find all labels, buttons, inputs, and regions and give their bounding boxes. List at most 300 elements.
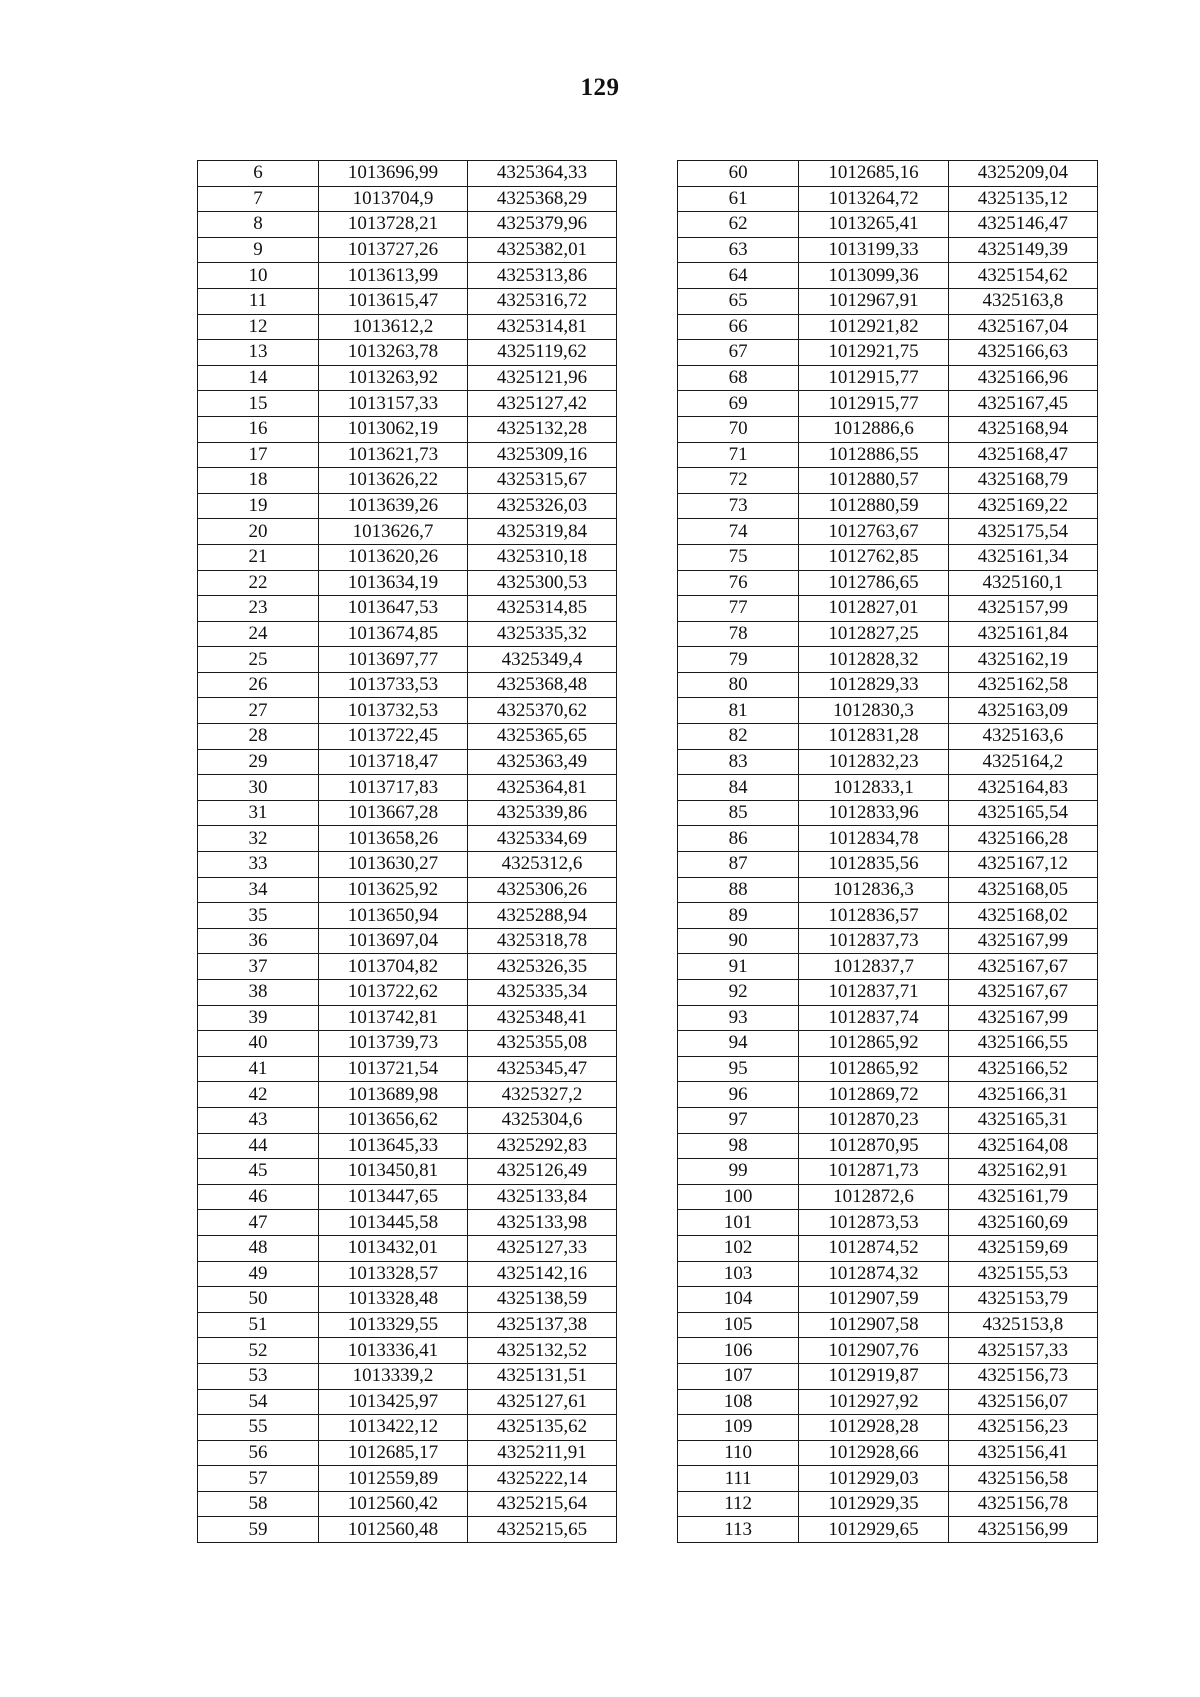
table-row bbox=[198, 1133, 617, 1159]
y-coordinate-cell: 4325156,41 bbox=[948, 1440, 1097, 1466]
x-coordinate-cell: 1012921,82 bbox=[799, 314, 948, 340]
point-number-cell: 12 bbox=[198, 314, 319, 340]
table-row bbox=[198, 954, 617, 980]
y-coordinate-cell: 4325127,61 bbox=[468, 1389, 617, 1415]
x-coordinate-cell: 1013263,92 bbox=[319, 365, 468, 391]
y-coordinate-cell: 4325222,14 bbox=[468, 1466, 617, 1492]
y-coordinate-cell: 4325300,53 bbox=[468, 570, 617, 596]
table-row bbox=[678, 1517, 1098, 1543]
table-row bbox=[198, 672, 617, 698]
table-row bbox=[678, 621, 1098, 647]
table-row bbox=[678, 800, 1098, 826]
point-number-cell: 59 bbox=[198, 1517, 319, 1543]
table-row bbox=[678, 903, 1098, 929]
table-row bbox=[678, 672, 1098, 698]
y-coordinate-cell: 4325304,6 bbox=[468, 1107, 617, 1133]
table-row bbox=[198, 1082, 617, 1108]
point-number-cell: 68 bbox=[678, 365, 799, 391]
table-row bbox=[198, 1107, 617, 1133]
y-coordinate-cell: 4325315,67 bbox=[468, 468, 617, 494]
y-coordinate-cell: 4325133,84 bbox=[468, 1184, 617, 1210]
x-coordinate-cell: 1012832,23 bbox=[799, 749, 948, 775]
x-coordinate-cell: 1013727,26 bbox=[319, 237, 468, 263]
x-coordinate-cell: 1012685,17 bbox=[319, 1440, 468, 1466]
x-coordinate-cell: 1013099,36 bbox=[799, 263, 948, 289]
table-row bbox=[678, 928, 1098, 954]
point-number-cell: 65 bbox=[678, 288, 799, 314]
y-coordinate-cell: 4325215,64 bbox=[468, 1491, 617, 1517]
point-number-cell: 66 bbox=[678, 314, 799, 340]
point-number-cell: 102 bbox=[678, 1235, 799, 1261]
table-row bbox=[678, 1184, 1098, 1210]
table-row bbox=[678, 263, 1098, 289]
point-number-cell: 30 bbox=[198, 775, 319, 801]
point-number-cell: 109 bbox=[678, 1415, 799, 1441]
point-number-cell: 17 bbox=[198, 442, 319, 468]
y-coordinate-cell: 4325379,96 bbox=[468, 212, 617, 238]
y-coordinate-cell: 4325153,79 bbox=[948, 1287, 1097, 1313]
x-coordinate-cell: 1012874,52 bbox=[799, 1235, 948, 1261]
x-coordinate-cell: 1013328,57 bbox=[319, 1261, 468, 1287]
point-number-cell: 52 bbox=[198, 1338, 319, 1364]
table-row bbox=[678, 1082, 1098, 1108]
table-row bbox=[678, 1287, 1098, 1313]
table-row bbox=[678, 340, 1098, 366]
y-coordinate-cell: 4325211,91 bbox=[468, 1440, 617, 1466]
x-coordinate-cell: 1013721,54 bbox=[319, 1056, 468, 1082]
table-row bbox=[678, 775, 1098, 801]
point-number-cell: 47 bbox=[198, 1210, 319, 1236]
table-row bbox=[198, 1056, 617, 1082]
y-coordinate-cell: 4325135,62 bbox=[468, 1415, 617, 1441]
table-row bbox=[678, 237, 1098, 263]
y-coordinate-cell: 4325135,12 bbox=[948, 186, 1097, 212]
x-coordinate-cell: 1013432,01 bbox=[319, 1235, 468, 1261]
x-coordinate-cell: 1013339,2 bbox=[319, 1363, 468, 1389]
point-number-cell: 19 bbox=[198, 493, 319, 519]
point-number-cell: 106 bbox=[678, 1338, 799, 1364]
y-coordinate-cell: 4325159,69 bbox=[948, 1235, 1097, 1261]
x-coordinate-cell: 1012886,55 bbox=[799, 442, 948, 468]
y-coordinate-cell: 4325168,94 bbox=[948, 416, 1097, 442]
point-number-cell: 32 bbox=[198, 826, 319, 852]
point-number-cell: 9 bbox=[198, 237, 319, 263]
y-coordinate-cell: 4325292,83 bbox=[468, 1133, 617, 1159]
x-coordinate-cell: 1012763,67 bbox=[799, 519, 948, 545]
point-number-cell: 21 bbox=[198, 544, 319, 570]
x-coordinate-cell: 1013422,12 bbox=[319, 1415, 468, 1441]
point-number-cell: 45 bbox=[198, 1159, 319, 1185]
point-number-cell: 91 bbox=[678, 954, 799, 980]
table-row bbox=[198, 1491, 617, 1517]
table-row bbox=[198, 1287, 617, 1313]
table-row bbox=[678, 212, 1098, 238]
y-coordinate-cell: 4325318,78 bbox=[468, 928, 617, 954]
table-row bbox=[198, 698, 617, 724]
point-number-cell: 97 bbox=[678, 1107, 799, 1133]
table-row bbox=[678, 570, 1098, 596]
y-coordinate-cell: 4325161,34 bbox=[948, 544, 1097, 570]
y-coordinate-cell: 4325327,2 bbox=[468, 1082, 617, 1108]
table-row bbox=[198, 1415, 617, 1441]
point-number-cell: 80 bbox=[678, 672, 799, 698]
x-coordinate-cell: 1012919,87 bbox=[799, 1363, 948, 1389]
y-coordinate-cell: 4325334,69 bbox=[468, 826, 617, 852]
table-row bbox=[198, 1466, 617, 1492]
y-coordinate-cell: 4325138,59 bbox=[468, 1287, 617, 1313]
x-coordinate-cell: 1012915,77 bbox=[799, 365, 948, 391]
point-number-cell: 50 bbox=[198, 1287, 319, 1313]
table-row bbox=[198, 980, 617, 1006]
point-number-cell: 13 bbox=[198, 340, 319, 366]
point-number-cell: 49 bbox=[198, 1261, 319, 1287]
point-number-cell: 46 bbox=[198, 1184, 319, 1210]
y-coordinate-cell: 4325121,96 bbox=[468, 365, 617, 391]
x-coordinate-cell: 1012907,76 bbox=[799, 1338, 948, 1364]
y-coordinate-cell: 4325131,51 bbox=[468, 1363, 617, 1389]
x-coordinate-cell: 1012560,48 bbox=[319, 1517, 468, 1543]
y-coordinate-cell: 4325162,19 bbox=[948, 647, 1097, 673]
point-number-cell: 105 bbox=[678, 1312, 799, 1338]
x-coordinate-cell: 1013733,53 bbox=[319, 672, 468, 698]
y-coordinate-cell: 4325163,8 bbox=[948, 288, 1097, 314]
y-coordinate-cell: 4325153,8 bbox=[948, 1312, 1097, 1338]
x-coordinate-cell: 1012827,25 bbox=[799, 621, 948, 647]
point-number-cell: 43 bbox=[198, 1107, 319, 1133]
x-coordinate-cell: 1013615,47 bbox=[319, 288, 468, 314]
table-row bbox=[198, 1235, 617, 1261]
table-row bbox=[678, 1005, 1098, 1031]
point-number-cell: 44 bbox=[198, 1133, 319, 1159]
point-number-cell: 28 bbox=[198, 724, 319, 750]
point-number-cell: 34 bbox=[198, 877, 319, 903]
x-coordinate-cell: 1013728,21 bbox=[319, 212, 468, 238]
x-coordinate-cell: 1013697,77 bbox=[319, 647, 468, 673]
x-coordinate-cell: 1012836,57 bbox=[799, 903, 948, 929]
table-row bbox=[198, 212, 617, 238]
point-number-cell: 63 bbox=[678, 237, 799, 263]
y-coordinate-cell: 4325146,47 bbox=[948, 212, 1097, 238]
y-coordinate-cell: 4325142,16 bbox=[468, 1261, 617, 1287]
table-row bbox=[198, 468, 617, 494]
x-coordinate-cell: 1012928,28 bbox=[799, 1415, 948, 1441]
x-coordinate-cell: 1012870,95 bbox=[799, 1133, 948, 1159]
point-number-cell: 7 bbox=[198, 186, 319, 212]
x-coordinate-cell: 1012560,42 bbox=[319, 1491, 468, 1517]
point-number-cell: 36 bbox=[198, 928, 319, 954]
x-coordinate-cell: 1013658,26 bbox=[319, 826, 468, 852]
y-coordinate-cell: 4325306,26 bbox=[468, 877, 617, 903]
point-number-cell: 40 bbox=[198, 1031, 319, 1057]
table-row bbox=[678, 416, 1098, 442]
y-coordinate-cell: 4325137,38 bbox=[468, 1312, 617, 1338]
x-coordinate-cell: 1012921,75 bbox=[799, 340, 948, 366]
y-coordinate-cell: 4325119,62 bbox=[468, 340, 617, 366]
y-coordinate-cell: 4325167,99 bbox=[948, 928, 1097, 954]
y-coordinate-cell: 4325163,6 bbox=[948, 724, 1097, 750]
table-row bbox=[198, 1261, 617, 1287]
y-coordinate-cell: 4325165,54 bbox=[948, 800, 1097, 826]
table-row bbox=[198, 647, 617, 673]
point-number-cell: 31 bbox=[198, 800, 319, 826]
x-coordinate-cell: 1013722,62 bbox=[319, 980, 468, 1006]
point-number-cell: 11 bbox=[198, 288, 319, 314]
x-coordinate-cell: 1012871,73 bbox=[799, 1159, 948, 1185]
x-coordinate-cell: 1012830,3 bbox=[799, 698, 948, 724]
point-number-cell: 71 bbox=[678, 442, 799, 468]
x-coordinate-cell: 1012836,3 bbox=[799, 877, 948, 903]
x-coordinate-cell: 1012927,92 bbox=[799, 1389, 948, 1415]
y-coordinate-cell: 4325164,08 bbox=[948, 1133, 1097, 1159]
x-coordinate-cell: 1013626,7 bbox=[319, 519, 468, 545]
table-row bbox=[198, 263, 617, 289]
table-row bbox=[198, 1440, 617, 1466]
x-coordinate-cell: 1012967,91 bbox=[799, 288, 948, 314]
table-row bbox=[678, 1389, 1098, 1415]
point-number-cell: 69 bbox=[678, 391, 799, 417]
x-coordinate-cell: 1012928,66 bbox=[799, 1440, 948, 1466]
table-row bbox=[198, 1517, 617, 1543]
y-coordinate-cell: 4325169,22 bbox=[948, 493, 1097, 519]
table-row bbox=[678, 647, 1098, 673]
point-number-cell: 72 bbox=[678, 468, 799, 494]
x-coordinate-cell: 1012831,28 bbox=[799, 724, 948, 750]
table-row bbox=[678, 1312, 1098, 1338]
x-coordinate-cell: 1013621,73 bbox=[319, 442, 468, 468]
table-row bbox=[198, 314, 617, 340]
y-coordinate-cell: 4325166,28 bbox=[948, 826, 1097, 852]
y-coordinate-cell: 4325156,58 bbox=[948, 1466, 1097, 1492]
point-number-cell: 38 bbox=[198, 980, 319, 1006]
table-row bbox=[198, 288, 617, 314]
point-number-cell: 64 bbox=[678, 263, 799, 289]
y-coordinate-cell: 4325156,73 bbox=[948, 1363, 1097, 1389]
x-coordinate-cell: 1012929,35 bbox=[799, 1491, 948, 1517]
x-coordinate-cell: 1013717,83 bbox=[319, 775, 468, 801]
y-coordinate-cell: 4325156,78 bbox=[948, 1491, 1097, 1517]
x-coordinate-cell: 1013667,28 bbox=[319, 800, 468, 826]
point-number-cell: 16 bbox=[198, 416, 319, 442]
table-row bbox=[198, 365, 617, 391]
table-row bbox=[678, 954, 1098, 980]
x-coordinate-cell: 1013199,33 bbox=[799, 237, 948, 263]
table-row bbox=[678, 1415, 1098, 1441]
x-coordinate-cell: 1012828,32 bbox=[799, 647, 948, 673]
x-coordinate-cell: 1013157,33 bbox=[319, 391, 468, 417]
point-number-cell: 29 bbox=[198, 749, 319, 775]
table-row bbox=[678, 826, 1098, 852]
y-coordinate-cell: 4325365,65 bbox=[468, 724, 617, 750]
y-coordinate-cell: 4325309,16 bbox=[468, 442, 617, 468]
y-coordinate-cell: 4325348,41 bbox=[468, 1005, 617, 1031]
point-number-cell: 23 bbox=[198, 596, 319, 622]
table-row bbox=[678, 1440, 1098, 1466]
y-coordinate-cell: 4325335,34 bbox=[468, 980, 617, 1006]
x-coordinate-cell: 1012865,92 bbox=[799, 1031, 948, 1057]
y-coordinate-cell: 4325310,18 bbox=[468, 544, 617, 570]
point-number-cell: 70 bbox=[678, 416, 799, 442]
table-row bbox=[198, 903, 617, 929]
table-row bbox=[198, 724, 617, 750]
table-row bbox=[678, 1159, 1098, 1185]
y-coordinate-cell: 4325127,42 bbox=[468, 391, 617, 417]
point-number-cell: 15 bbox=[198, 391, 319, 417]
table-body bbox=[678, 161, 1098, 1543]
point-number-cell: 88 bbox=[678, 877, 799, 903]
x-coordinate-cell: 1012786,65 bbox=[799, 570, 948, 596]
x-coordinate-cell: 1012837,74 bbox=[799, 1005, 948, 1031]
table-row bbox=[678, 1031, 1098, 1057]
table-row bbox=[678, 698, 1098, 724]
point-number-cell: 100 bbox=[678, 1184, 799, 1210]
x-coordinate-cell: 1012907,58 bbox=[799, 1312, 948, 1338]
y-coordinate-cell: 4325132,28 bbox=[468, 416, 617, 442]
x-coordinate-cell: 1013704,82 bbox=[319, 954, 468, 980]
coordinates-table-right bbox=[677, 160, 1098, 1543]
x-coordinate-cell: 1013612,2 bbox=[319, 314, 468, 340]
table-row bbox=[198, 493, 617, 519]
table-row bbox=[678, 1235, 1098, 1261]
table-row bbox=[198, 237, 617, 263]
point-number-cell: 55 bbox=[198, 1415, 319, 1441]
y-coordinate-cell: 4325364,33 bbox=[468, 161, 617, 187]
y-coordinate-cell: 4325314,81 bbox=[468, 314, 617, 340]
x-coordinate-cell: 1012829,33 bbox=[799, 672, 948, 698]
table-row bbox=[198, 1005, 617, 1031]
table-row bbox=[678, 1210, 1098, 1236]
y-coordinate-cell: 4325326,03 bbox=[468, 493, 617, 519]
y-coordinate-cell: 4325157,99 bbox=[948, 596, 1097, 622]
x-coordinate-cell: 1012559,89 bbox=[319, 1466, 468, 1492]
y-coordinate-cell: 4325345,47 bbox=[468, 1056, 617, 1082]
y-coordinate-cell: 4325168,47 bbox=[948, 442, 1097, 468]
point-number-cell: 22 bbox=[198, 570, 319, 596]
table-row bbox=[678, 519, 1098, 545]
y-coordinate-cell: 4325155,53 bbox=[948, 1261, 1097, 1287]
y-coordinate-cell: 4325167,04 bbox=[948, 314, 1097, 340]
y-coordinate-cell: 4325165,31 bbox=[948, 1107, 1097, 1133]
table-row bbox=[198, 544, 617, 570]
point-number-cell: 103 bbox=[678, 1261, 799, 1287]
y-coordinate-cell: 4325161,84 bbox=[948, 621, 1097, 647]
x-coordinate-cell: 1013704,9 bbox=[319, 186, 468, 212]
x-coordinate-cell: 1013650,94 bbox=[319, 903, 468, 929]
table-row bbox=[678, 391, 1098, 417]
point-number-cell: 107 bbox=[678, 1363, 799, 1389]
x-coordinate-cell: 1013328,48 bbox=[319, 1287, 468, 1313]
y-coordinate-cell: 4325175,54 bbox=[948, 519, 1097, 545]
point-number-cell: 42 bbox=[198, 1082, 319, 1108]
x-coordinate-cell: 1012837,7 bbox=[799, 954, 948, 980]
x-coordinate-cell: 1012874,32 bbox=[799, 1261, 948, 1287]
point-number-cell: 76 bbox=[678, 570, 799, 596]
y-coordinate-cell: 4325382,01 bbox=[468, 237, 617, 263]
point-number-cell: 86 bbox=[678, 826, 799, 852]
coordinates-table-left bbox=[197, 160, 617, 1543]
y-coordinate-cell: 4325160,69 bbox=[948, 1210, 1097, 1236]
table-row bbox=[678, 186, 1098, 212]
y-coordinate-cell: 4325370,62 bbox=[468, 698, 617, 724]
x-coordinate-cell: 1013062,19 bbox=[319, 416, 468, 442]
point-number-cell: 35 bbox=[198, 903, 319, 929]
point-number-cell: 60 bbox=[678, 161, 799, 187]
x-coordinate-cell: 1013739,73 bbox=[319, 1031, 468, 1057]
point-number-cell: 18 bbox=[198, 468, 319, 494]
point-number-cell: 57 bbox=[198, 1466, 319, 1492]
table-row bbox=[198, 826, 617, 852]
table-row bbox=[678, 1107, 1098, 1133]
point-number-cell: 79 bbox=[678, 647, 799, 673]
table-row bbox=[198, 1312, 617, 1338]
point-number-cell: 99 bbox=[678, 1159, 799, 1185]
x-coordinate-cell: 1012886,6 bbox=[799, 416, 948, 442]
x-coordinate-cell: 1012833,1 bbox=[799, 775, 948, 801]
x-coordinate-cell: 1013265,41 bbox=[799, 212, 948, 238]
x-coordinate-cell: 1013447,65 bbox=[319, 1184, 468, 1210]
y-coordinate-cell: 4325355,08 bbox=[468, 1031, 617, 1057]
point-number-cell: 87 bbox=[678, 852, 799, 878]
x-coordinate-cell: 1013656,62 bbox=[319, 1107, 468, 1133]
x-coordinate-cell: 1012837,73 bbox=[799, 928, 948, 954]
y-coordinate-cell: 4325156,07 bbox=[948, 1389, 1097, 1415]
table-row bbox=[678, 493, 1098, 519]
point-number-cell: 33 bbox=[198, 852, 319, 878]
point-number-cell: 24 bbox=[198, 621, 319, 647]
x-coordinate-cell: 1013696,99 bbox=[319, 161, 468, 187]
table-row bbox=[198, 1389, 617, 1415]
point-number-cell: 67 bbox=[678, 340, 799, 366]
x-coordinate-cell: 1013689,98 bbox=[319, 1082, 468, 1108]
point-number-cell: 25 bbox=[198, 647, 319, 673]
x-coordinate-cell: 1013625,92 bbox=[319, 877, 468, 903]
table-row bbox=[198, 928, 617, 954]
point-number-cell: 89 bbox=[678, 903, 799, 929]
x-coordinate-cell: 1013329,55 bbox=[319, 1312, 468, 1338]
table-row bbox=[198, 161, 617, 187]
table-row bbox=[198, 340, 617, 366]
point-number-cell: 78 bbox=[678, 621, 799, 647]
x-coordinate-cell: 1012915,77 bbox=[799, 391, 948, 417]
y-coordinate-cell: 4325349,4 bbox=[468, 647, 617, 673]
table-row bbox=[198, 775, 617, 801]
table-row bbox=[678, 161, 1098, 187]
point-number-cell: 6 bbox=[198, 161, 319, 187]
y-coordinate-cell: 4325163,09 bbox=[948, 698, 1097, 724]
table-row bbox=[678, 596, 1098, 622]
y-coordinate-cell: 4325166,63 bbox=[948, 340, 1097, 366]
table-row bbox=[198, 416, 617, 442]
point-number-cell: 74 bbox=[678, 519, 799, 545]
point-number-cell: 104 bbox=[678, 1287, 799, 1313]
table-row bbox=[198, 391, 617, 417]
table-row bbox=[678, 314, 1098, 340]
y-coordinate-cell: 4325363,49 bbox=[468, 749, 617, 775]
y-coordinate-cell: 4325288,94 bbox=[468, 903, 617, 929]
x-coordinate-cell: 1013620,26 bbox=[319, 544, 468, 570]
table-row bbox=[678, 468, 1098, 494]
y-coordinate-cell: 4325326,35 bbox=[468, 954, 617, 980]
point-number-cell: 101 bbox=[678, 1210, 799, 1236]
y-coordinate-cell: 4325364,81 bbox=[468, 775, 617, 801]
x-coordinate-cell: 1012880,59 bbox=[799, 493, 948, 519]
table-row bbox=[198, 596, 617, 622]
point-number-cell: 96 bbox=[678, 1082, 799, 1108]
table-row bbox=[678, 1261, 1098, 1287]
x-coordinate-cell: 1013645,33 bbox=[319, 1133, 468, 1159]
table-row bbox=[198, 1031, 617, 1057]
x-coordinate-cell: 1012834,78 bbox=[799, 826, 948, 852]
x-coordinate-cell: 1012865,92 bbox=[799, 1056, 948, 1082]
